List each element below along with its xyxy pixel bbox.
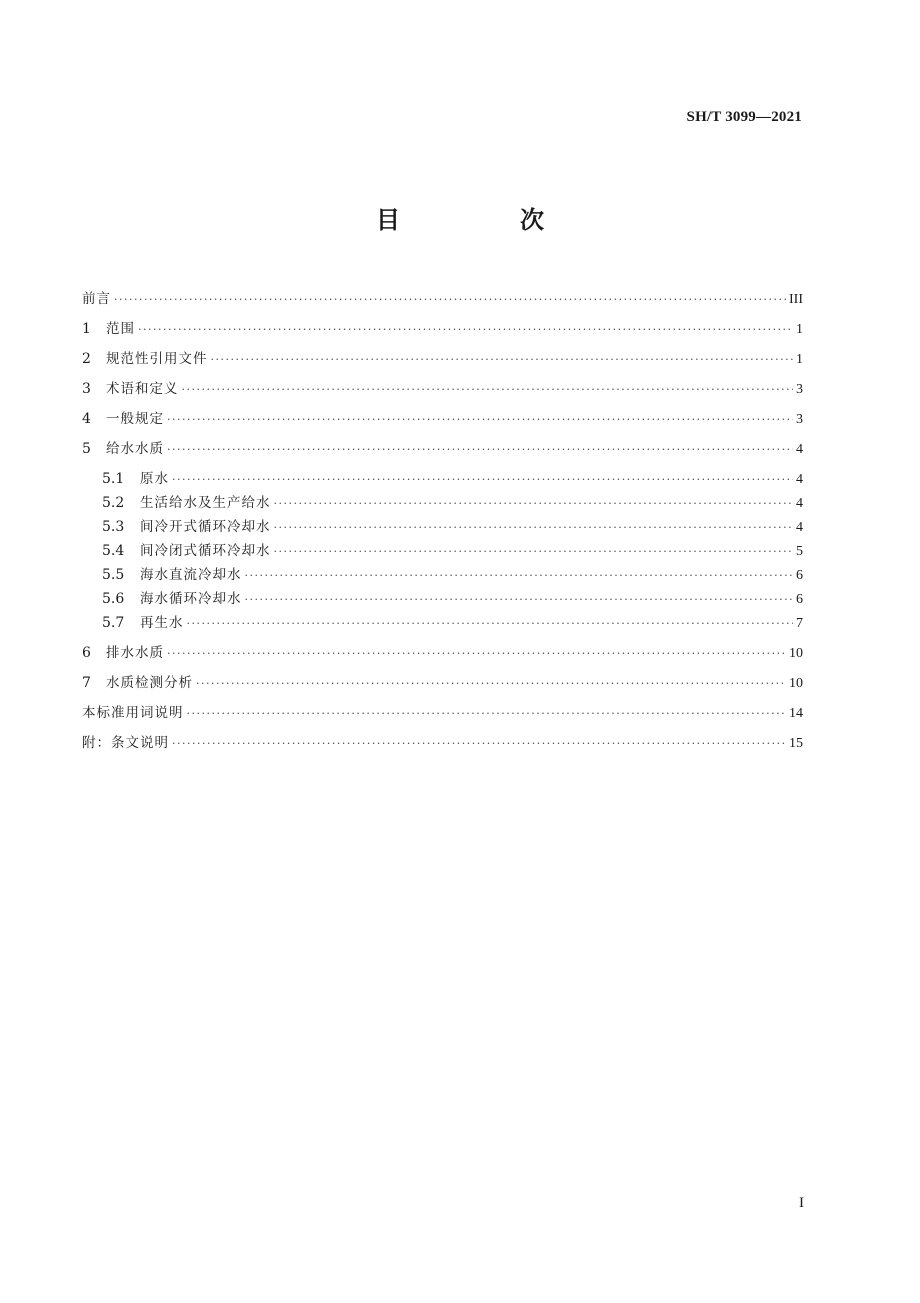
toc-entry[interactable] bbox=[82, 701, 803, 725]
toc-entry[interactable] bbox=[82, 731, 803, 755]
toc-entry-number: 5.1 bbox=[102, 471, 125, 487]
toc-dot-leader bbox=[274, 492, 794, 516]
standard-code: SH/T 3099—2021 bbox=[686, 109, 802, 125]
toc-entry[interactable] bbox=[82, 491, 803, 515]
toc-entry-label: 再生水 bbox=[140, 615, 184, 631]
toc-entry-label: 范围 bbox=[106, 321, 135, 337]
toc-entry-page: 4 bbox=[796, 520, 803, 535]
toc-entry[interactable] bbox=[82, 317, 803, 341]
toc-entry-number: 1 bbox=[82, 321, 91, 337]
toc-dot-leader bbox=[274, 540, 794, 564]
toc-dot-leader bbox=[274, 516, 794, 540]
toc-entry[interactable] bbox=[82, 515, 803, 539]
toc-entry-number: 5.7 bbox=[102, 615, 125, 631]
toc-dot-leader bbox=[187, 702, 787, 726]
toc-dot-leader bbox=[211, 348, 794, 372]
toc-dot-leader bbox=[114, 288, 786, 312]
page-number: I bbox=[799, 1195, 804, 1211]
toc-entry-page: 3 bbox=[796, 382, 803, 397]
toc-dot-leader bbox=[167, 642, 786, 666]
toc-entry-label: 排水水质 bbox=[106, 645, 164, 661]
toc-entry-page: 4 bbox=[796, 472, 803, 487]
toc-entry-page: 1 bbox=[796, 352, 803, 367]
toc-entry-label: 间冷开式循环冷却水 bbox=[140, 519, 271, 535]
toc-entry-page: 4 bbox=[796, 496, 803, 511]
toc-entry-label: 海水循环冷却水 bbox=[140, 591, 242, 607]
toc-entry-number: 6 bbox=[82, 645, 91, 661]
toc-entry-page: 1 bbox=[796, 322, 803, 337]
table-of-contents bbox=[82, 287, 803, 755]
toc-entry-page: 15 bbox=[789, 736, 803, 751]
toc-entry-label: 生活给水及生产给水 bbox=[140, 495, 271, 511]
toc-dot-leader bbox=[245, 588, 794, 612]
toc-entry[interactable] bbox=[82, 563, 803, 587]
page-title: 目 次 bbox=[376, 206, 592, 234]
toc-entry-page: III bbox=[789, 292, 803, 307]
toc-entry-label: 术语和定义 bbox=[106, 381, 179, 397]
toc-entry-number: 7 bbox=[82, 675, 91, 691]
toc-entry[interactable] bbox=[82, 641, 803, 665]
toc-dot-leader bbox=[182, 378, 794, 402]
toc-entry[interactable] bbox=[82, 611, 803, 635]
toc-entry-page: 14 bbox=[789, 706, 803, 721]
toc-entry[interactable] bbox=[82, 539, 803, 563]
toc-dot-leader bbox=[167, 438, 793, 462]
toc-dot-leader bbox=[138, 318, 793, 342]
toc-entry-page: 6 bbox=[796, 592, 803, 607]
toc-entry-label: 间冷闭式循环冷却水 bbox=[140, 543, 271, 559]
toc-entry-page: 10 bbox=[789, 676, 803, 691]
toc-entry-number: 5.5 bbox=[102, 567, 125, 583]
toc-entry-label: 水质检测分析 bbox=[106, 675, 193, 691]
toc-entry-number: 3 bbox=[82, 381, 91, 397]
toc-entry-number: 5.2 bbox=[102, 495, 125, 511]
toc-entry-number: 5.3 bbox=[102, 519, 125, 535]
toc-entry[interactable] bbox=[82, 437, 803, 461]
toc-dot-leader bbox=[167, 408, 793, 432]
toc-entry[interactable] bbox=[82, 467, 803, 491]
toc-entry-label: 本标准用词说明 bbox=[82, 705, 184, 721]
toc-entry-label: 海水直流冷却水 bbox=[140, 567, 242, 583]
toc-entry-number: 2 bbox=[82, 351, 91, 367]
toc-entry-number: 5 bbox=[82, 441, 91, 457]
toc-entry-label: 附：条文说明 bbox=[82, 735, 169, 751]
toc-entry[interactable] bbox=[82, 347, 803, 371]
toc-entry[interactable] bbox=[82, 287, 803, 311]
toc-entry[interactable] bbox=[82, 407, 803, 431]
toc-entry-page: 4 bbox=[796, 442, 803, 457]
toc-entry[interactable] bbox=[82, 587, 803, 611]
toc-entry[interactable] bbox=[82, 671, 803, 695]
toc-entry-label: 规范性引用文件 bbox=[106, 351, 208, 367]
toc-dot-leader bbox=[196, 672, 786, 696]
toc-dot-leader bbox=[187, 612, 794, 636]
toc-dot-leader bbox=[245, 564, 794, 588]
toc-dot-leader bbox=[172, 468, 793, 492]
toc-entry-number: 5.6 bbox=[102, 591, 125, 607]
toc-entry-page: 5 bbox=[796, 544, 803, 559]
toc-entry-label: 给水水质 bbox=[106, 441, 164, 457]
toc-entry-page: 7 bbox=[796, 616, 803, 631]
toc-entry-label: 原水 bbox=[140, 471, 169, 487]
toc-entry-page: 10 bbox=[789, 646, 803, 661]
toc-entry-number: 4 bbox=[82, 411, 91, 427]
toc-entry[interactable] bbox=[82, 377, 803, 401]
toc-entry-page: 6 bbox=[796, 568, 803, 583]
toc-entry-number: 5.4 bbox=[102, 543, 125, 559]
toc-entry-label: 前言 bbox=[82, 291, 111, 307]
toc-entry-label: 一般规定 bbox=[106, 411, 164, 427]
toc-dot-leader bbox=[172, 732, 786, 756]
toc-entry-page: 3 bbox=[796, 412, 803, 427]
